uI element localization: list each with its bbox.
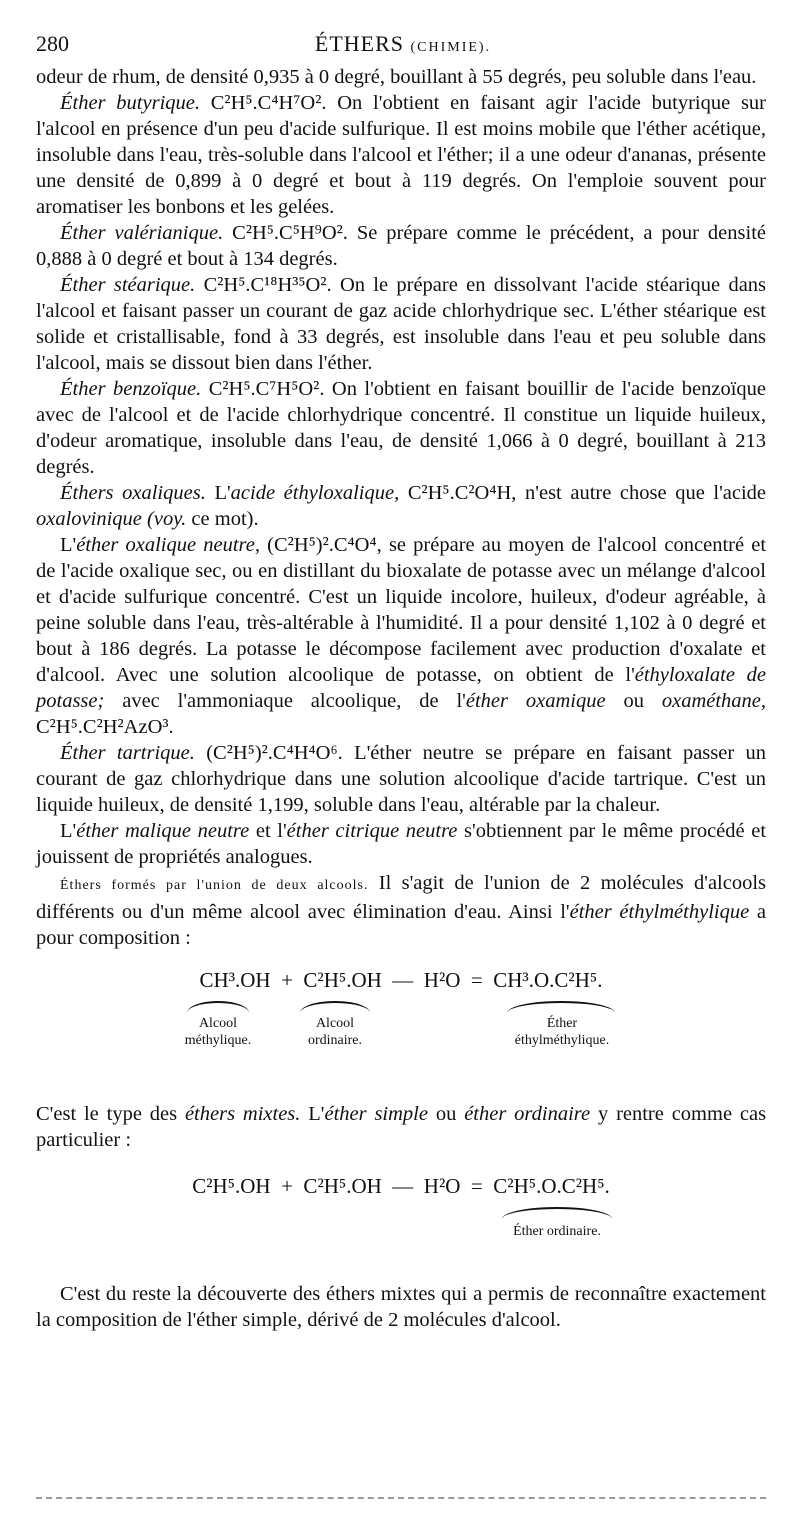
- underbrace: [502, 1207, 612, 1219]
- paragraph-malique-citrique: [36, 818, 766, 870]
- entry-text: Se prépare comme le précédent, a pour densité 0,888 à 0 degré et bout à 134 degrés.: [36, 222, 767, 270]
- term: éther citrique neutre: [286, 820, 458, 842]
- article-text: C'est le type des: [36, 1103, 178, 1125]
- entry-text: L'éther neutre se prépare en faisant passer un courant de gaz chlorhydrique dans une solution alcoolique d'acide tartrique. C'est un liquide huileux, de densité 1,199, soluble dans l'eau, altérable par la chaleur.: [36, 742, 767, 816]
- entry-name: Éther benzoïque.: [60, 378, 202, 400]
- entry-formula: (C²H⁵)².C⁴O⁴,: [267, 534, 382, 556]
- paragraph-ether-benzoique: [36, 376, 766, 480]
- article-text: L': [214, 482, 231, 504]
- paragraph-ether-butyrique: [36, 90, 766, 220]
- underbrace: [507, 1001, 615, 1013]
- caption-alcool-ordinaire: [277, 1015, 393, 1049]
- caption-ether-ordinaire: Éther ordinaire.: [513, 1224, 601, 1239]
- paragraph-ethers-mixtes-intro: [36, 870, 766, 951]
- running-title-main: ÉTHERS: [314, 31, 404, 56]
- paragraph-ethers-oxaliques: [36, 480, 766, 532]
- equation-ethylmethylique: [36, 965, 766, 1091]
- caption-line: éthylméthylique.: [514, 1033, 610, 1048]
- entry-text: s'obtiennent par le même procédé et jouissent de propriétés analogues.: [36, 820, 767, 868]
- article-text: L': [60, 820, 77, 842]
- entry-text: se prépare au moyen de l'alcool concentré et de l'acide oxalique sec, ou en distillant du bioxalate de potasse avec un mélange d'alcool et d'acide sulfurique concentré. C'est un liquide incolore, huileux, d'odeur agréable, à peine soluble dans l'eau, très-altérable à l'humidité. Il a pour densité 1,102 à 0 degré et bout à 186 degrés. La potasse le décompose facilement avec production d'oxalate et d'alcool. Avec une solution alcoolique de potasse, on obtient de l': [36, 534, 767, 686]
- paragraph-ether-stearique: [36, 272, 766, 376]
- entry-text: On l'obtient en faisant agir l'acide butyrique sur l'alcool en présence d'un peu d'acide sulfurique. Il est moins mobile que l'éther acétique, insoluble dans l'eau, très-soluble dans l'alcool et l'éther; il a une odeur d'ananas, présente une densité de 0,899 à 0 degré et bout à 119 degrés. On l'emploie souvent pour aromatiser les bonbons et les gelées.: [36, 92, 766, 218]
- cross-reference: (voy.: [147, 508, 187, 530]
- entry-text: a pour composition :: [36, 901, 766, 949]
- term: éthyloxalate de potasse;: [36, 664, 766, 712]
- running-title-sub: (CHIMIE).: [410, 40, 492, 55]
- article-text: y rentre comme cas particulier :: [36, 1103, 767, 1151]
- paragraph-ethers-mixtes-type: [36, 1101, 766, 1153]
- entry-name: Éther valérianique.: [60, 222, 224, 244]
- section-heading: Éthers formés par l'union de deux alcools.: [60, 878, 369, 893]
- term: acide éthyloxalique,: [230, 482, 400, 504]
- entry-formula: C²H⁵.C⁴H⁷O².: [210, 92, 327, 114]
- article-text: L': [308, 1103, 325, 1125]
- entry-formula: C²H⁵.C²H²AzO³.: [36, 716, 174, 738]
- term: éther malique neutre: [76, 820, 250, 842]
- caption-line: Alcool: [315, 1016, 355, 1031]
- term: éther éthylméthylique: [569, 901, 750, 923]
- paragraph-ether-valerianique: [36, 220, 766, 272]
- page-number: 280: [36, 31, 69, 56]
- paragraph-continuation: odeur de rhum, de densité 0,935 à 0 degré, bouillant à 55 degrés, peu soluble dans l'eau.: [36, 66, 757, 88]
- term: éthers mixtes.: [184, 1103, 301, 1125]
- term: oxalovinique: [36, 508, 142, 530]
- paragraph-conclusion: C'est du reste la découverte des éthers mixtes qui a permis de reconnaître exactement la composition de l'éther simple, dérivé de 2 molécules d'alcool.: [36, 1283, 766, 1331]
- article-text: et l': [255, 820, 287, 842]
- term: oxaméthane,: [661, 690, 767, 712]
- entry-text: ce mot).: [191, 508, 259, 530]
- equation-line: CH³.OH + C²H⁵.OH — H²O = CH³.O.C²H⁵.: [199, 968, 603, 992]
- paragraph-ether-oxalique-neutre: [36, 532, 766, 740]
- underbrace: [187, 1001, 249, 1013]
- entry-formula: C²H⁵.C⁵H⁹O².: [232, 222, 348, 244]
- entry-name: Éther butyrique.: [60, 92, 200, 114]
- entry-name: Éther stéarique.: [60, 274, 196, 296]
- term: éther oxamique: [465, 690, 606, 712]
- running-header: [36, 28, 770, 60]
- conjunction: ou: [435, 1103, 457, 1125]
- article-body: [36, 64, 766, 1333]
- caption-line: Éther: [546, 1016, 578, 1031]
- caption-alcool-methylique: [160, 1015, 276, 1049]
- entry-name: Éthers oxaliques.: [60, 482, 206, 504]
- entry-text: n'est autre chose que l'acide: [525, 482, 767, 504]
- underbrace: [300, 1001, 370, 1013]
- entry-formula: C²H⁵.C¹⁸H³⁵O².: [203, 274, 332, 296]
- caption-line: méthylique.: [184, 1033, 252, 1048]
- entry-name: Éther tartrique.: [60, 742, 195, 764]
- caption-line: Alcool: [198, 1016, 238, 1031]
- equation-line: C²H⁵.OH + C²H⁵.OH — H²O = C²H⁵.O.C²H⁵.: [192, 1174, 610, 1198]
- running-title: [36, 28, 770, 64]
- article-text: L': [60, 534, 77, 556]
- term: éther ordinaire: [464, 1103, 591, 1125]
- entry-text: On le prépare en dissolvant l'acide stéarique dans l'alcool et faisant passer un courant de gaz acide chlorhydrique sec. L'éther stéarique est solide et cristallisable, fond à 33 degrés, est insoluble dans l'eau et peu soluble dans l'alcool, mais se dissout bien dans l'éther.: [36, 274, 767, 374]
- conjunction: ou: [623, 690, 644, 712]
- caption-ether-ethylmethylique: [482, 1015, 642, 1049]
- bottom-rule: [36, 1497, 766, 1499]
- entry-formula: (C²H⁵)².C⁴H⁴O⁶.: [206, 742, 343, 764]
- equation-ether-ordinaire: [36, 1171, 766, 1267]
- caption-line: ordinaire.: [307, 1033, 363, 1048]
- term: éther oxalique neutre,: [76, 534, 260, 556]
- entry-text: avec l'ammoniaque alcoolique, de l': [122, 690, 466, 712]
- entry-text: On l'obtient en faisant bouillir de l'acide benzoïque avec de l'alcool et de l'acide chlorhydrique concentré. Il constitue un liquide huileux, d'odeur aromatique, insoluble dans l'eau, de densité 1,066 à 0 degré, bouillant à 213 degrés.: [36, 378, 767, 478]
- entry-formula: C²H⁵.C⁷H⁵O².: [208, 378, 325, 400]
- paragraph-ether-tartrique: [36, 740, 766, 818]
- term: éther simple: [324, 1103, 428, 1125]
- entry-formula: C²H⁵.C²O⁴H,: [407, 482, 517, 504]
- entry-text: Il s'agit de l'union de 2 molécules d'alcools différents ou d'un même alcool avec élimination d'eau. Ainsi l': [36, 872, 767, 923]
